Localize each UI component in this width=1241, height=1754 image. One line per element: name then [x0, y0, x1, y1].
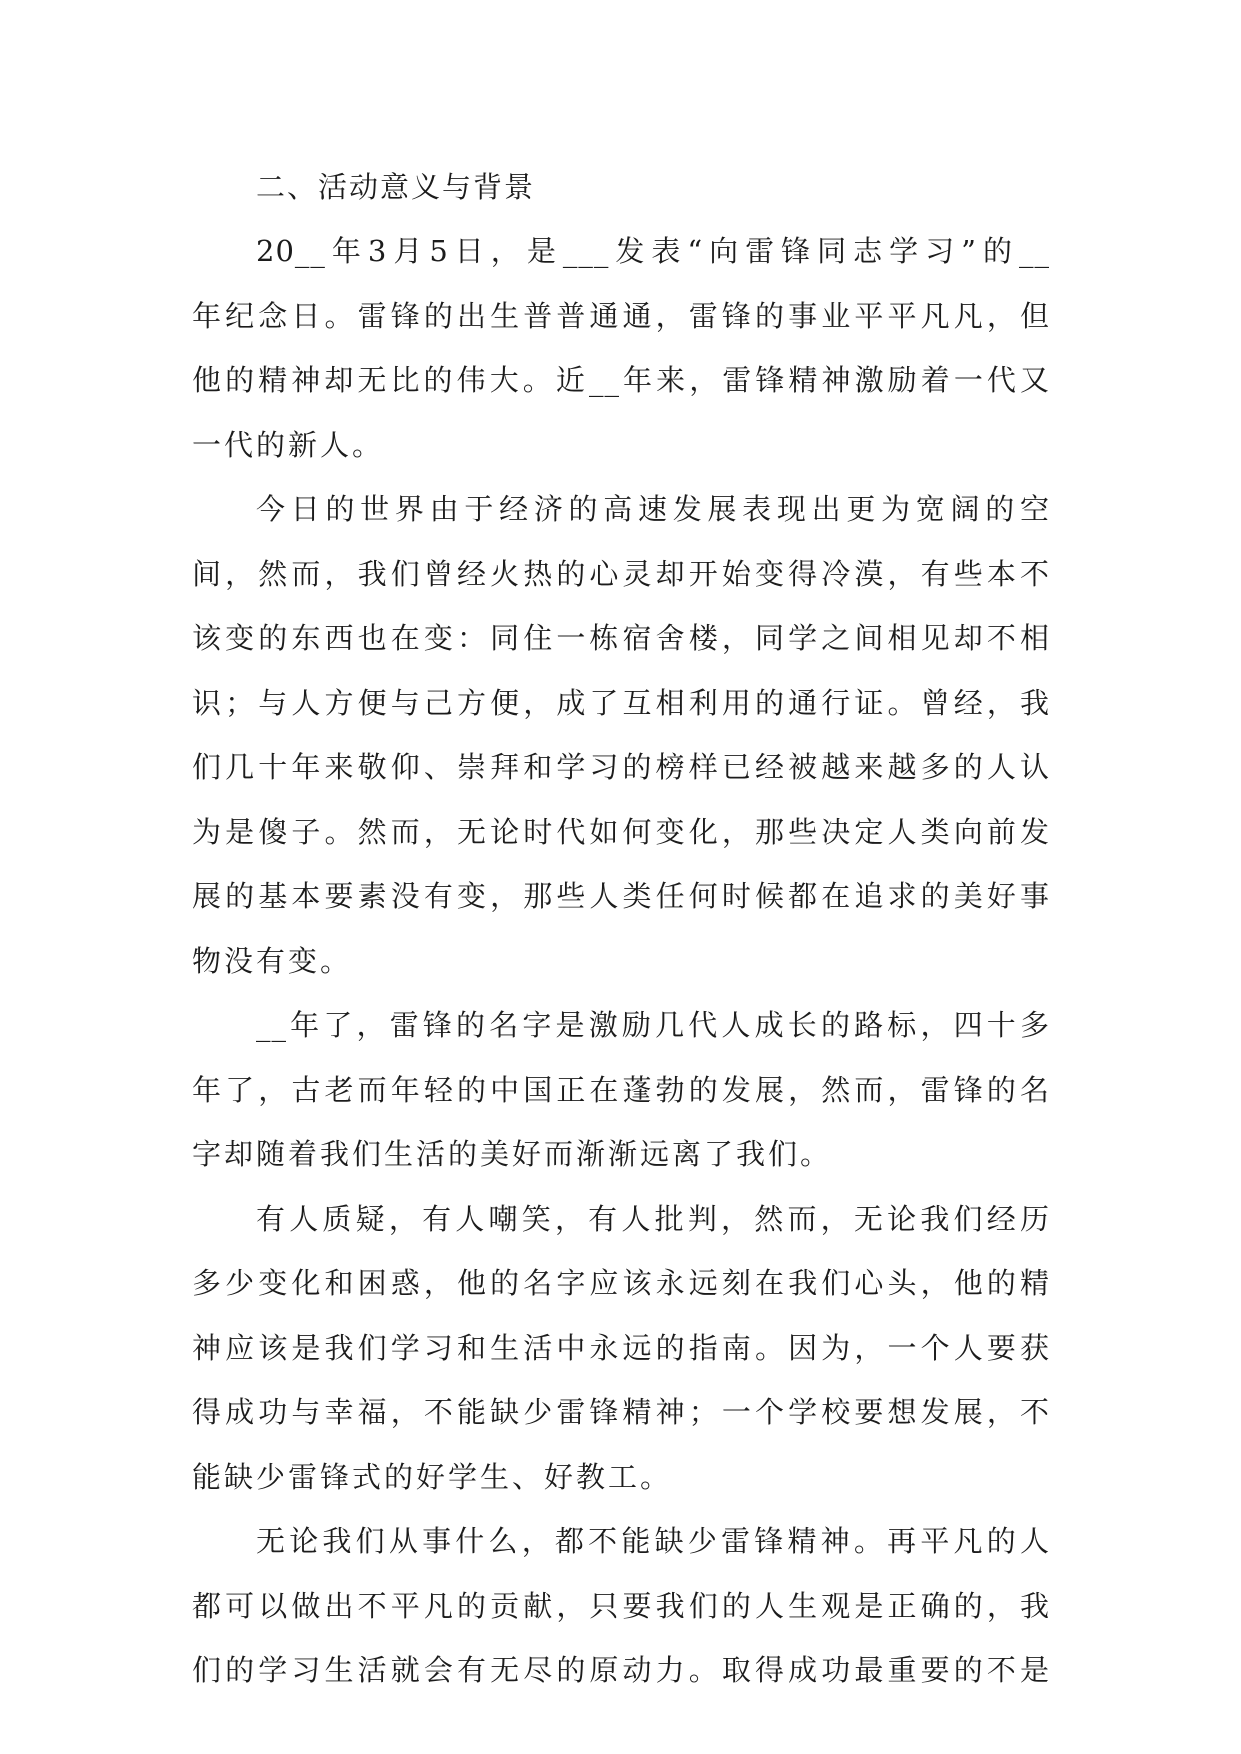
paragraph-line: 今日的世界由于经济的高速发展表现出更为宽阔的空: [256, 492, 1050, 526]
paragraph-line: 们的学习生活就会有无尽的原动力。取得成功最重要的不是: [192, 1653, 1050, 1687]
paragraph-2: [192, 477, 1050, 993]
paragraph-line: 该变的东西也在变：同住一栋宿舍楼，同学之间相见却不相: [192, 621, 1050, 655]
paragraph-5: [192, 1509, 1050, 1703]
paragraph-line: 们几十年来敬仰、崇拜和学习的榜样已经被越来越多的人认: [192, 750, 1050, 784]
paragraph-line: 神应该是我们学习和生活中永远的指南。因为，一个人要获: [192, 1330, 1050, 1365]
paragraph-line: 展的基本要素没有变，那些人类任何时候都在追求的美好事: [192, 879, 1050, 913]
paragraph-line: 识；与人方便与己方便，成了互相利用的通行证。曾经，我: [192, 685, 1050, 720]
paragraph-line: 间，然而，我们曾经火热的心灵却开始变得冷漠，有些本不: [192, 556, 1050, 591]
paragraph-line: 一代的新人。: [192, 427, 385, 462]
paragraph-line: 物没有变。: [192, 943, 353, 978]
paragraph-4: [192, 1187, 1050, 1510]
document-body: [192, 155, 1050, 1703]
paragraph-line: __年了，雷锋的名字是激励几代人成长的路标，四十多: [256, 1008, 1050, 1042]
paragraph-3: [192, 993, 1050, 1187]
paragraph-line: 得成功与幸福，不能缺少雷锋精神；一个学校要想发展，不: [192, 1395, 1050, 1429]
paragraph-line: 都可以做出不平凡的贡献，只要我们的人生观是正确的，我: [192, 1588, 1050, 1623]
paragraph-line: 字却随着我们生活的美好而渐渐远离了我们。: [192, 1137, 833, 1171]
paragraph-line: 年了，古老而年轻的中国正在蓬勃的发展，然而，雷锋的名: [192, 1072, 1050, 1107]
paragraph-line: 多少变化和困惑，他的名字应该永远刻在我们心头，他的精: [192, 1266, 1050, 1300]
paragraph-line: 20__年3月5日，是___发表“向雷锋同志学习”的__: [256, 234, 1050, 268]
paragraph-line: 年纪念日。雷锋的出生普普通通，雷锋的事业平平凡凡，但: [192, 298, 1050, 333]
paragraph-line: 他的精神却无比的伟大。近__年来，雷锋精神激励着一代又: [192, 363, 1050, 397]
section-heading: 二、活动意义与背景: [256, 170, 536, 204]
paragraph-line: 能缺少雷锋式的好学生、好教工。: [192, 1459, 673, 1494]
paragraph-line: 有人质疑，有人嘲笑，有人批判，然而，无论我们经历: [256, 1201, 1050, 1236]
paragraph-line: 无论我们从事什么，都不能缺少雷锋精神。再平凡的人: [256, 1524, 1050, 1558]
paragraph-line: 为是傻子。然而，无论时代如何变化，那些决定人类向前发: [192, 814, 1050, 849]
paragraph-1: [192, 219, 1050, 477]
